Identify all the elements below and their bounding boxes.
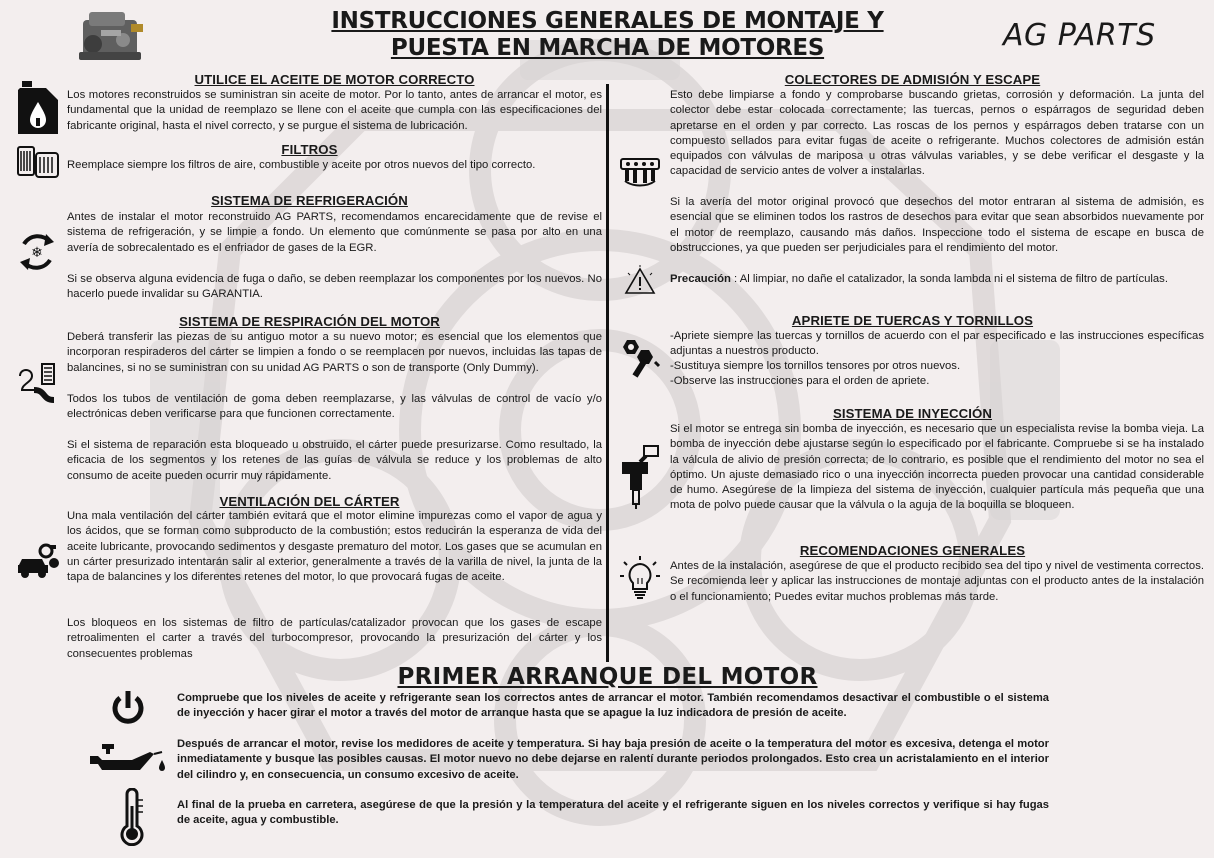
caution-body: : Al limpiar, no dañe el catalizador, la sonda lambda ni el sistema de filtro de partículas. — [730, 273, 1168, 285]
thermometer-icon — [118, 788, 146, 846]
first-start-heading: PRIMER ARRANQUE DEL MOTOR — [397, 664, 818, 690]
first-start-step-3: Al final de la prueba en carretera, asegúrese de que la presión y la temperatura del aceite y el refrigerante siguen en los niveles correctos y verifique si hay fugas de aceite, agua y combustible. — [177, 799, 1049, 827]
breathing-heading: SISTEMA DE RESPIRACIÓN DEL MOTOR — [179, 314, 440, 329]
brand-logo: AG PARTS — [1003, 18, 1156, 53]
power-icon — [110, 689, 146, 727]
cooling-heading: SISTEMA DE REFRIGERACIÓN — [211, 193, 408, 208]
oil-heading: UTILICE EL ACEITE DE MOTOR CORRECTO — [194, 72, 475, 87]
breathing-text-1: Deberá transferir las piezas de su antiguo motor a su nuevo motor; es esencial que los elementos que incorporan respiraderos del cárter se limpien a fondo o se reemplacen por nuevos, incluidas las tapas de balancines, si no se suministran con su unidad AG PARTS o son de transporte (Only Dummy). — [67, 331, 602, 374]
torque-line-1: -Apriete siempre las tuercas y tornillos de acuerdo con el par especificado e las instrucciones específicas adjuntas a nuestros producto. — [670, 330, 1204, 358]
crankcase-heading: VENTILACIÓN DEL CÁRTER — [219, 494, 400, 509]
crankcase-text-2: Los bloqueos en los sistemas de filtro de partículas/catalizador provocan que los gases de escape retroalimenten el carter a través del turbocompresor, provocando la presurización del cárter y los consecuentes problemas — [67, 617, 602, 660]
svg-text:❄: ❄ — [31, 245, 43, 261]
breathing-text-2: Todos los tubos de ventilación de goma deben reemplazarse, y las válvulas de control de vacío y/o electrónicas deben verificarse para que funcionen correctamente. — [67, 393, 602, 421]
column-divider — [606, 84, 609, 662]
breathing-text-3: Si el sistema de reparación esta bloqueado u obstruido, el cárter puede presurizarse. Como resultado, la eficacia de los segmentos y los retenes de las guías de válvula se reduce y los problemas de alto consumo de aceite pueden ocurrir muy rápidamente. — [67, 439, 602, 482]
injection-text: Si el motor se entrega sin bomba de inyección, es necesario que un especialista revise la bomba vieja. La bomba de inyección debe ajustarse según lo especificado por el fabricante. Compruebe si se ha instalado la válcula de alivio de presión correcta; de lo contrario, es posible que el rendimiento del motor no sea el óptimo. Un ajuste demasiado rico o una inyección incorrecta pueden provocar una cantidad considerable de humo. Asegúrese de la limpieza del sistema de inyección, cualquier partícula más pequeña que una mota de polvo puede causar que la válvula o la aguja de la boquilla se bloqueen. — [670, 423, 1204, 512]
filter-icon — [16, 145, 60, 181]
breather-pipe-icon — [16, 362, 60, 404]
injector-icon — [618, 444, 662, 510]
cooling-text-1: Antes de instalar el motor reconstruido AG PARTS, recomendamos encarecidamente que de revise el sistema de refrigeración, y se limpie a fondo. Un elemento que comúnmente se pasa por alto en una avería de sobrecalentado es el enfriador de gases de la EGR. — [67, 211, 602, 254]
general-text: Antes de la instalación, asegúrese de que el producto recibido sea del tipo y nivel de vestimenta correctos. Se recomienda leer y aplicar las instrucciones de montaje adjuntas con el producto antes de la instalación o el funcionamiento; Puedes evitar muchos problemas más tarde. — [670, 560, 1204, 603]
warning-icon — [624, 265, 656, 295]
oil-can-icon — [88, 742, 168, 778]
caution-label: Precaución — [670, 273, 731, 285]
filters-text: Reemplace siempre los filtros de aire, combustible y aceite por otros nuevos del tipo correcto. — [67, 159, 536, 171]
first-start-step-2: Después de arrancar el motor, revise los medidores de aceite y temperatura. Si hay baja presión de aceite o la temperatura del motor es excesiva, detenga el motor inmediatamente y busque las posibles causas. El motor nuevo no debe dejarse en ralentí durante periodos prolongados. Esto crea un acristalamiento en el interior del cilindro y, en consecuencia, un consumo excesivo de aceite. — [177, 738, 1049, 781]
filters-heading: FILTROS — [281, 142, 338, 157]
light-bulb-icon — [620, 556, 660, 602]
torque-line-3: -Observe las instrucciones para el orden de apriete. — [670, 375, 930, 387]
manifolds-heading: COLECTORES DE ADMISIÓN Y ESCAPE — [784, 72, 1041, 87]
oil-text: Los motores reconstruidos se suministran sin aceite de motor. Por lo tanto, antes de arrancar el motor, es fundamental que la unidad de reemplazo se llene con el aceite que cumpla con las especificaciones del fabricante original, hasta el nivel correcto, y se purgue el sistema de lubricación. — [67, 89, 602, 132]
crankcase-text-1: Una mala ventilación del cárter también evitará que el motor elimine impurezas como el vapor de agua y los ácidos, que se forman como subproducto de la combustión; estos reducirán la esperanza de vida del aceite lubricante, provocando sedimentos y desgaste prematuro del motor. Los gases que se acumulan en un cárter presurizado intentarán salir al exterior, generalmente a través de la varilla de nivel, la junta de la tapa de balancines y los diferentes retenes del motor, lo que provocará fugas de aceite. — [67, 510, 602, 584]
injection-heading: SISTEMA DE INYECCIÓN — [832, 406, 993, 421]
bolts-icon — [619, 338, 661, 380]
engine-photo — [75, 6, 147, 68]
car-parts-icon — [16, 543, 60, 579]
torque-heading: APRIETE DE TUERCAS Y TORNILLOS — [791, 313, 1034, 328]
cooling-text-2: Si se observa alguna evidencia de fuga o daño, se deben reemplazar los componentes por los nuevos. No hacerlo puede invalidar su GARANTIA. — [67, 273, 602, 301]
page-title: INSTRUCCIONES GENERALES DE MONTAJE Y PUESTA EN MARCHA DE MOTORES — [331, 8, 884, 61]
manifolds-text-1: Esto debe limpiarse a fondo y comprobarse buscando grietas, corrosión y deformación. La junta del colector debe estar colocada correctamente; las tuercas, pernos o espárragos de seguridad deben apretarse en el orden y par correcto. Las roscas de los pernos y espárragos deben tratarse con un compuesto sellados para evitar fugas de aceite o refrigerante. Muchos colectores de admisión están equipados con válvulas de mariposa u otras válvulas variables, y se debe verificar el desgaste y la capacidad de servicio antes de volver a instalarlas. — [670, 89, 1204, 178]
first-start-step-1: Compruebe que los niveles de aceite y refrigerante sean los correctos antes de arrancar el motor. También recomendamos desactivar el combustible o el sistema de inyección y hacer girar el motor a través del motor de arranque hasta que se apague la luz indicadora de presión de aceite. — [177, 692, 1049, 720]
oil-canister-icon — [16, 80, 60, 136]
manifolds-text-2: Si la avería del motor original provocó que desechos del motor entraran al sistema de admisión, es esencial que se eliminen todos los rastros de desechos para evitar que sean absorbidos nuevamente por el motor de reemplazo, causando más daños. Inspeccione todo el sistema de escape en busca de obstrucciones, ya que pueden ser perjudiciales para el rendimiento del motor. — [670, 196, 1204, 254]
manifold-icon — [619, 155, 661, 187]
torque-line-2: -Sustituya siempre los tornillos tensores por otros nuevos. — [670, 360, 961, 372]
caution-text — [670, 272, 1204, 287]
general-heading: RECOMENDACIONES GENERALES — [799, 543, 1026, 558]
coolant-cycle-icon — [16, 230, 58, 274]
